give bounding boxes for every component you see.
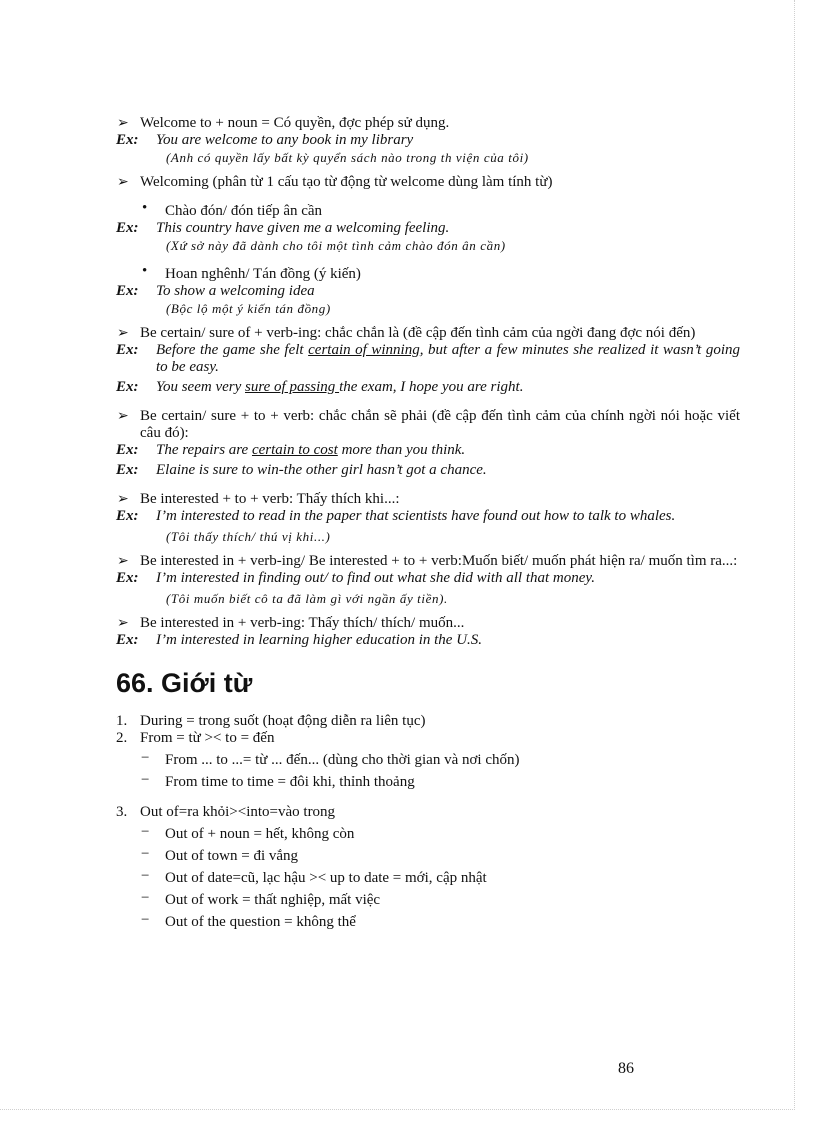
dash-item xyxy=(116,870,740,887)
dash-item-text: Out of the question = không thể xyxy=(165,914,356,930)
item-text: From = từ >< to = đến xyxy=(140,730,275,746)
bullet-welcoming xyxy=(116,174,740,191)
dash-item-text: Out of + noun = hết, không còn xyxy=(165,826,355,842)
example xyxy=(116,570,740,587)
example-label: Ex: xyxy=(116,220,139,236)
page-border-bottom xyxy=(0,1109,795,1110)
item-text: During = trong suốt (hoạt động diễn ra liên tục) xyxy=(140,713,426,729)
item-text: Out of=ra khỏi><into=vào trong xyxy=(140,804,336,820)
page-number: 86 xyxy=(618,1060,634,1077)
bullet-interested-in xyxy=(116,615,740,632)
example-text: You are welcome to any book in my library xyxy=(156,132,414,148)
example xyxy=(116,283,740,300)
translation: (Anh có quyền lấy bất kỳ quyển sách nào trong th viện của tôi) xyxy=(166,150,529,165)
bullet-welcome-to xyxy=(116,115,740,132)
sub-bullet xyxy=(116,200,740,220)
dash-item xyxy=(116,848,740,865)
numbered-item-3 xyxy=(116,804,740,821)
bullet-text: Be interested in + verb-ing/ Be interested + to + verb:Muốn biết/ muốn phát hiện ra/ muốn tìm ra...: xyxy=(140,553,738,569)
example-label: Ex: xyxy=(116,132,139,148)
bullet-text: Be certain/ sure of + verb-ing: chắc chắn là (đề cập đến tình cảm của ngời đang đợc nói đến) xyxy=(140,325,696,341)
example-label: Ex: xyxy=(116,570,139,586)
item-number: 2. xyxy=(116,730,128,746)
example-underlined: certain of winning xyxy=(308,342,420,358)
example-text: more than you think. xyxy=(337,442,466,458)
translation: (Bộc lộ một ý kiến tán đồng) xyxy=(166,301,331,316)
dash-item-text: From ... to ...= từ ... đến... (dùng cho thời gian và nơi chốn) xyxy=(165,752,520,768)
example-text: The repairs are xyxy=(156,442,252,458)
dash-item-text: Out of work = thất nghiệp, mất việc xyxy=(165,892,381,908)
example-underlined: certain to cost xyxy=(251,442,338,458)
bullet-text: Welcoming (phân từ 1 cấu tạo từ động từ welcome dùng làm tính từ) xyxy=(140,174,553,190)
example-label: Ex: xyxy=(116,508,139,524)
example xyxy=(116,220,740,237)
item-number: 1. xyxy=(116,713,128,729)
bullet-text: Welcome to + noun = Có quyền, đợc phép sử dụng. xyxy=(140,115,450,131)
section-heading: 66. Giới từ xyxy=(116,668,253,698)
sub-bullet xyxy=(116,263,740,283)
arrow-bullet-icon: ➢ xyxy=(117,615,129,631)
arrow-bullet-icon: ➢ xyxy=(117,553,129,569)
arrow-bullet-icon: ➢ xyxy=(117,325,129,341)
bullet-interested-to xyxy=(116,491,740,508)
dash-bullet-icon: − xyxy=(141,824,150,840)
example-text: To show a welcoming idea xyxy=(156,283,315,299)
example xyxy=(116,508,740,525)
example xyxy=(116,132,740,149)
dash-bullet-icon: − xyxy=(141,890,150,906)
dash-item xyxy=(116,914,740,931)
dash-bullet-icon: − xyxy=(141,772,150,788)
example-text: I’m interested in finding out/ to find out what she did with all that money. xyxy=(156,570,596,586)
example-text: I’m interested to read in the paper that scientists have found out how to talk to whales. xyxy=(156,508,676,524)
dot-bullet-icon: • xyxy=(142,263,148,279)
page-content xyxy=(116,115,740,931)
bullet-text: Be interested + to + verb: Thấy thích khi...: xyxy=(140,491,400,507)
dash-bullet-icon: − xyxy=(141,750,150,766)
arrow-bullet-icon: ➢ xyxy=(117,491,129,507)
dash-item xyxy=(116,774,740,791)
dash-item xyxy=(116,752,740,769)
example-text: the exam, I hope you are right. xyxy=(339,379,524,395)
bullet-interested-in-or-to xyxy=(116,553,740,570)
example-label: Ex: xyxy=(116,379,139,395)
translation: (Tôi thấy thích/ thú vị khi...) xyxy=(166,529,331,544)
dash-bullet-icon: − xyxy=(141,846,150,862)
dash-bullet-icon: − xyxy=(141,912,150,928)
example xyxy=(116,462,740,479)
numbered-item-1 xyxy=(116,713,740,730)
dash-item-text: Out of town = đi vắng xyxy=(165,848,299,864)
example xyxy=(116,442,740,459)
example xyxy=(116,342,740,376)
sub-bullet-text: Chào đón/ đón tiếp ân cần xyxy=(165,203,323,219)
dash-item xyxy=(116,892,740,909)
arrow-bullet-icon: ➢ xyxy=(117,174,129,190)
dash-item-text: From time to time = đôi khi, thỉnh thoảng xyxy=(165,774,415,790)
bullet-text: Be certain/ sure + to + verb: chắc chắn sẽ phải (đề cập đến tình cảm của chính ngời nói hoặc viết câu đó): xyxy=(140,408,740,441)
dash-bullet-icon: − xyxy=(141,868,150,884)
arrow-bullet-icon: ➢ xyxy=(117,408,129,424)
example-label: Ex: xyxy=(116,283,139,299)
example-label: Ex: xyxy=(116,342,139,358)
example-text: I’m interested in learning higher education in the U.S. xyxy=(156,632,483,648)
bullet-text: Be interested in + verb-ing: Thấy thích/ thích/ muốn... xyxy=(140,615,465,631)
translation: (Xứ sở này đã dành cho tôi một tình cảm chào đón ân cần) xyxy=(166,238,506,253)
example-label: Ex: xyxy=(116,442,139,458)
dot-bullet-icon: • xyxy=(142,200,148,216)
item-number: 3. xyxy=(116,804,128,820)
sub-bullet-text: Hoan nghênh/ Tán đồng (ý kiến) xyxy=(165,266,361,282)
example xyxy=(116,379,740,396)
dash-item-text: Out of date=cũ, lạc hậu >< up to date = mới, cập nhật xyxy=(165,870,487,886)
bullet-certain-of-ing xyxy=(116,325,740,342)
example-label: Ex: xyxy=(116,462,139,478)
bullet-certain-to xyxy=(116,408,740,442)
translation: (Tôi muốn biết cô ta đã làm gì với ngần ấy tiền). xyxy=(166,591,448,606)
page-border-right xyxy=(794,0,795,1110)
example-text: You seem very xyxy=(156,379,246,395)
example xyxy=(116,632,740,649)
example-text: , but after a few minutes she realized it wasn’t going to be easy. xyxy=(156,342,740,375)
example-underlined: sure of passing xyxy=(245,379,340,395)
example-text: Elaine is sure to win-the other girl hasn’t got a chance. xyxy=(156,462,487,478)
example-text: Before the game she felt xyxy=(156,342,309,358)
example-text: This country have given me a welcoming feeling. xyxy=(156,220,450,236)
arrow-bullet-icon: ➢ xyxy=(117,115,129,131)
example-label: Ex: xyxy=(116,632,139,648)
numbered-item-2 xyxy=(116,730,740,747)
dash-item xyxy=(116,826,740,843)
